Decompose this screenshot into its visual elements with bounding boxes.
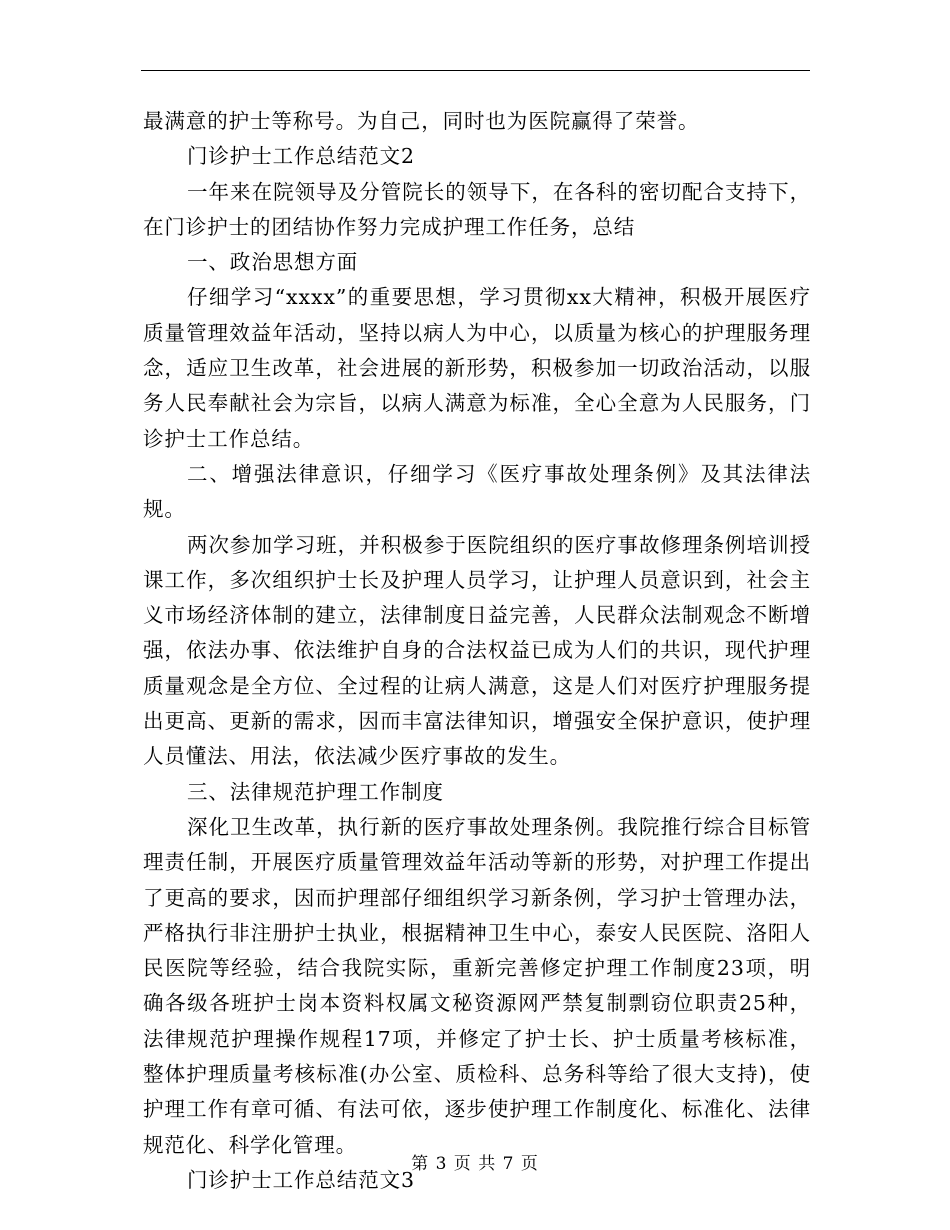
paragraph: 深化卫生改革，执行新的医疗事故处理条例。我院推行综合目标管理责任制，开展医疗质量管理效益年活动等新的形势，对护理工作提出了更高的要求，因而护理部仔细组织学习新条例，学习护士管理办法，严格执行非注册护士执业，根据精神卫生中心，泰安人民医院、洛阳人民医院等经验，结合我院实际，重新完善修定护理工作制度23项，明确各级各班护士岗本资料权属文秘资源网严禁复制剽窃位职责25种，法律规范护理操作规程17项，并修定了护士长、护士质量考核标准，整体护理质量考核标准(办公室、质检科、总务科等给了很大支持)，使护理工作有章可循、有法可依，逐步使护理工作制度化、标准化、法律规范化、科学化管理。 — [143, 814, 811, 1157]
paragraph: 两次参加学习班，并积极参于医院组织的医疗事故修理条例培训授课工作，多次组织护士长及护理人员学习，让护理人员意识到，社会主义市场经济体制的建立，法律制度日益完善，人民群众法制观念不断增强，依法办事、依法维护自身的合法权益已成为人们的共识，现代护理质量观念是全方位、全过程的让病人满意，这是人们对医疗护理服务提出更高、更新的需求，因而丰富法律知识，增强安全保护意识，使护理人员懂法、用法，依法减少医疗事故的发生。 — [143, 532, 811, 769]
paragraph: 一年来在院领导及分管院长的领导下，在各科的密切配合支持下，在门诊护士的团结协作努力完成护理工作任务，总结 — [143, 179, 811, 239]
paragraph: 仔细学习“xxxx”的重要思想，学习贯彻xx大精神，积极开展医疗质量管理效益年活动，坚持以病人为中心，以质量为核心的护理服务理念，适应卫生改革，社会进展的新形势，积极参加一切政治活动，以服务人民奉献社会为宗旨，以病人满意为标准，全心全意为人民服务，门诊护士工作总结。 — [143, 285, 811, 451]
section-title: 门诊护士工作总结范文2 — [187, 144, 415, 169]
header-rule — [141, 70, 810, 71]
page-number-footer: 第 3 页 共 7 页 — [411, 1154, 539, 1174]
section-heading: 一、政治思想方面 — [187, 250, 359, 275]
section-title: 门诊护士工作总结范文3 — [187, 1167, 415, 1192]
section-heading: 二、增强法律意识，仔细学习《医疗事故处理条例》及其法律法规。 — [143, 461, 811, 522]
paragraph: 最满意的护士等称号。为自己，同时也为医院赢得了荣誉。 — [143, 109, 700, 133]
section-heading: 三、法律规范护理工作制度 — [187, 779, 444, 804]
document-body — [143, 104, 811, 1198]
